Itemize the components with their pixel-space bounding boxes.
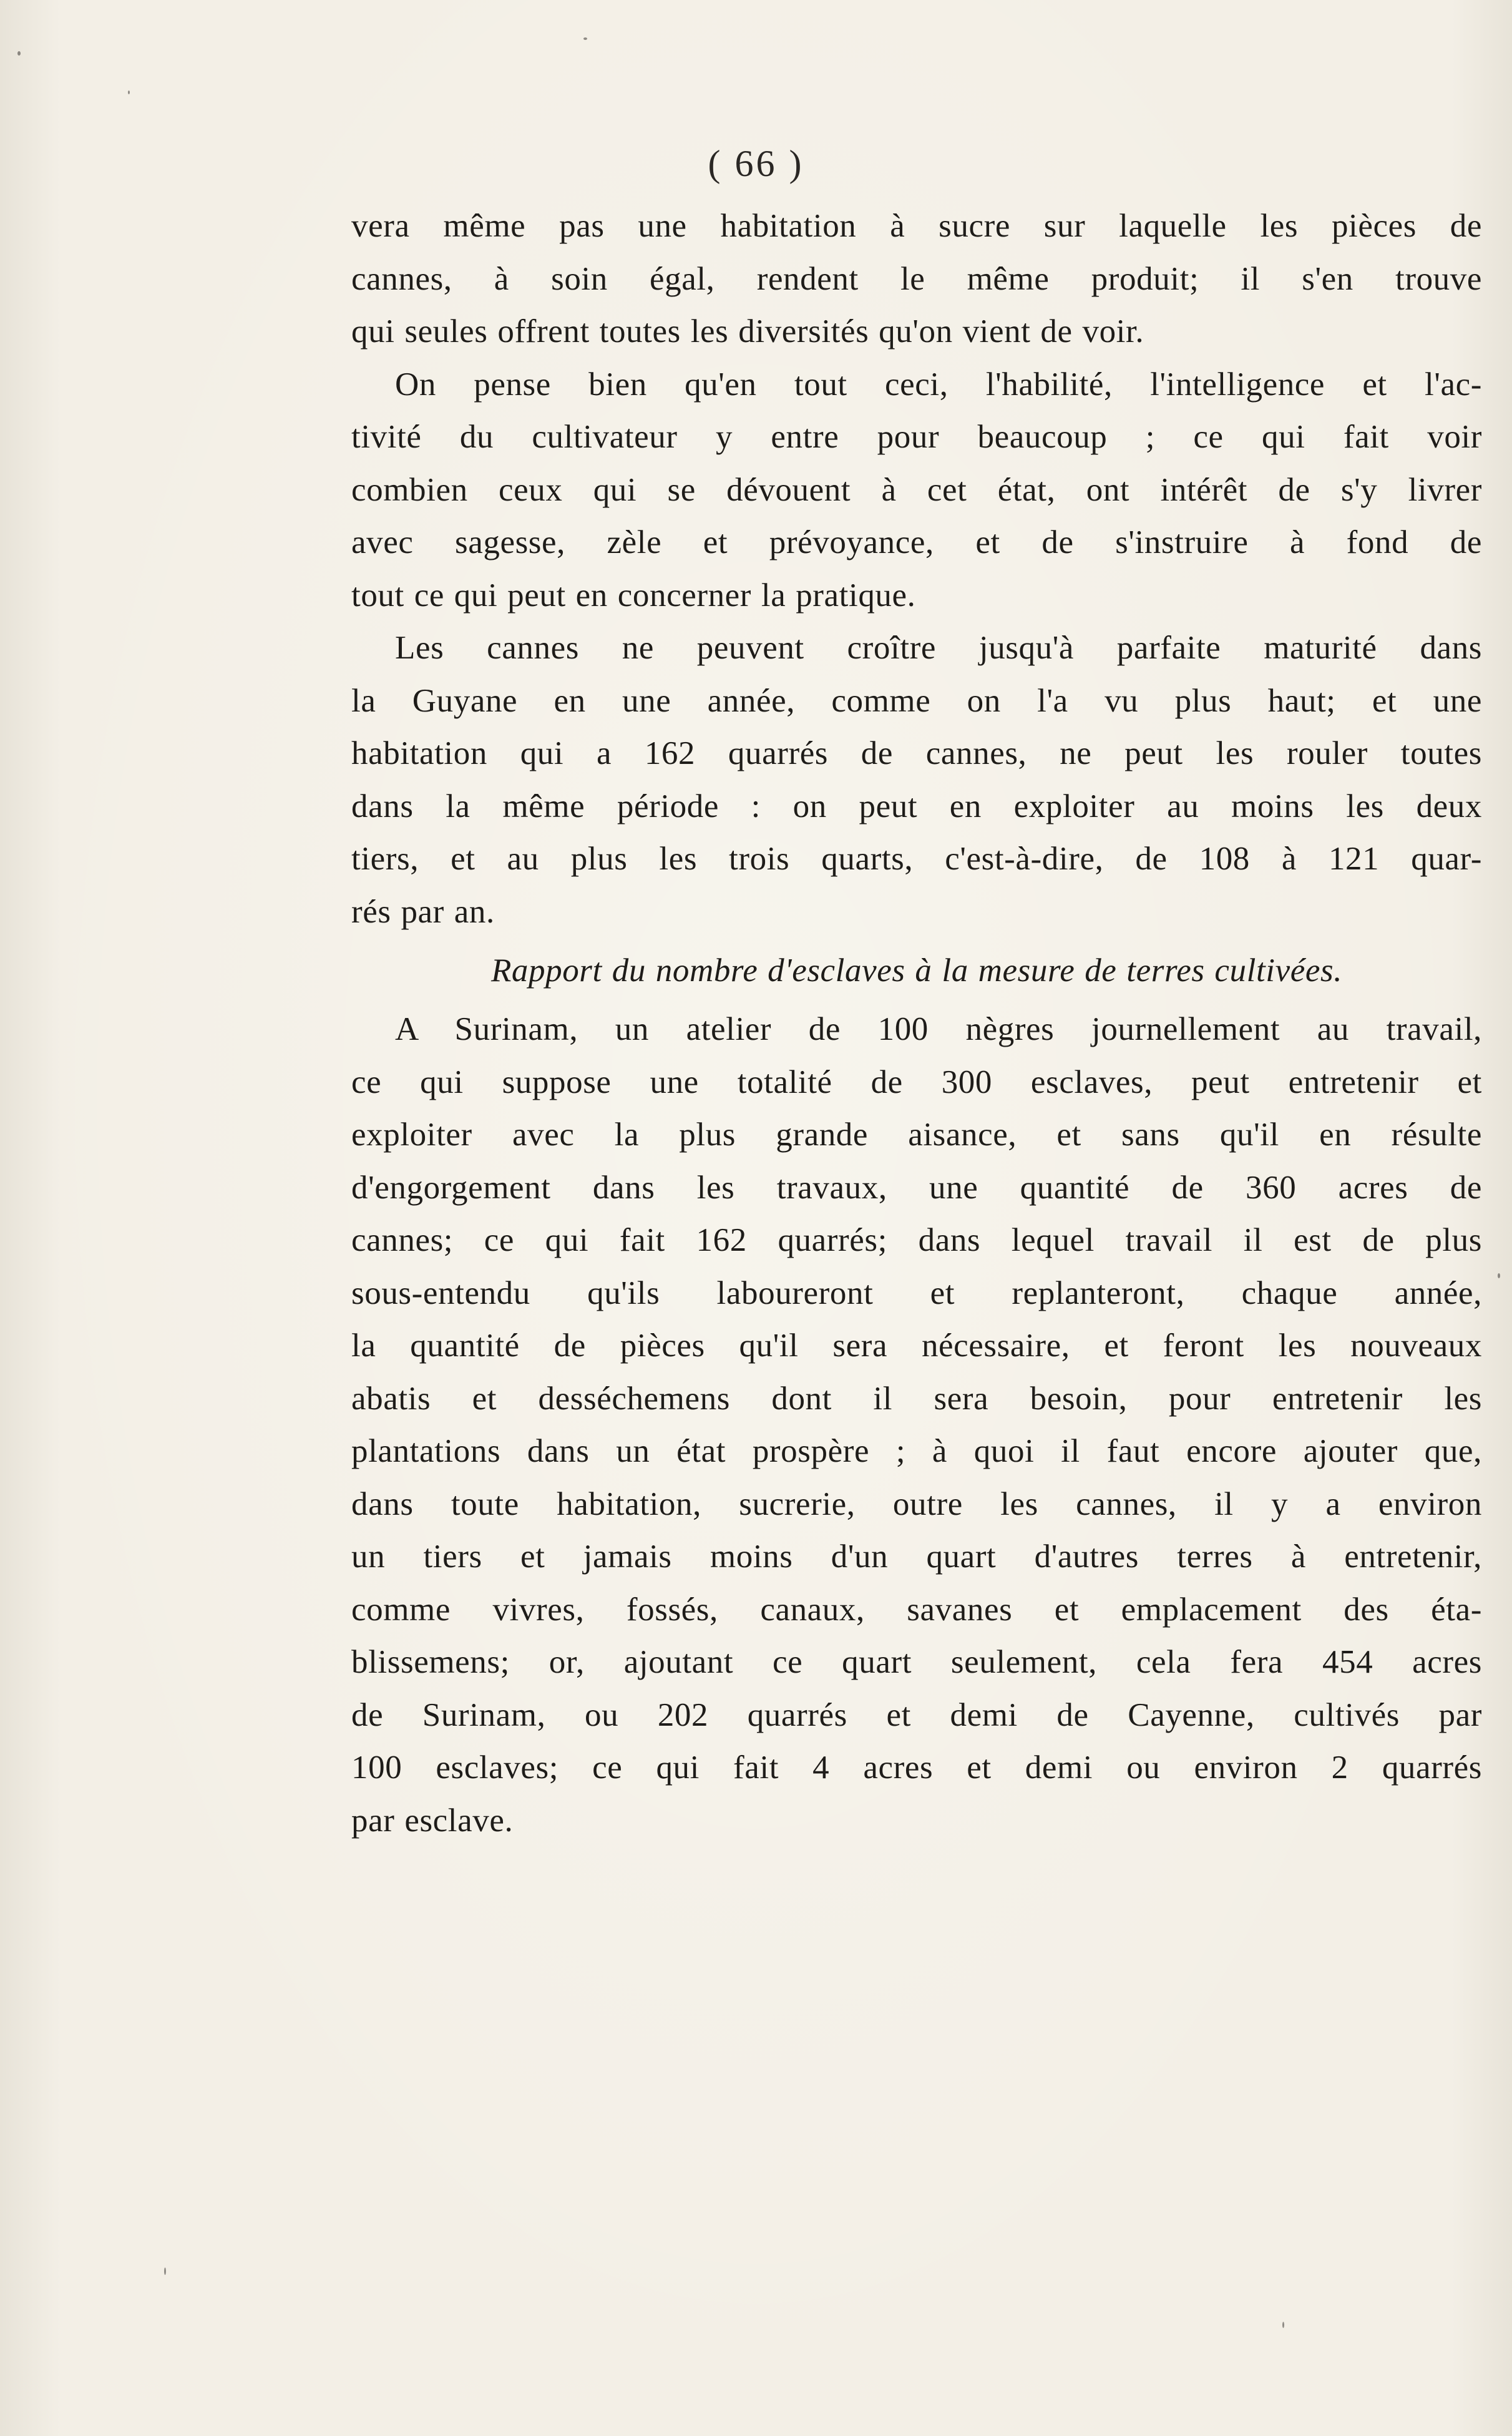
section-heading: Rapport du nombre d'esclaves à la mesure de terres cultivées. <box>490 952 1343 989</box>
text-line: ce qui suppose une totalité de 300 esclaves, peut entretenir et <box>351 1064 1482 1100</box>
text-line: habitation qui a 162 quarrés de cannes, ne peut les rouler toutes <box>351 735 1482 771</box>
text-line: rés par an. <box>351 893 495 930</box>
scan-speck <box>1282 2322 1284 2328</box>
text-line: On pense bien qu'en tout ceci, l'habilité, l'intelligence et l'ac- <box>395 366 1482 403</box>
text-line: la quantité de pièces qu'il sera nécessaire, et feront les nouveaux <box>351 1328 1482 1364</box>
scan-speck <box>583 37 587 40</box>
text-line: qui seules offrent toutes les diversités qu'on vient de voir. <box>351 313 1144 350</box>
text-line: cannes, à soin égal, rendent le même produit; il s'en trouve <box>351 260 1482 297</box>
text-line: cannes; ce qui fait 162 quarrés; dans lequel travail il est de plus <box>351 1222 1482 1258</box>
body-text <box>351 200 1482 1847</box>
text-line: dans la même période : on peut en exploiter au moins les deux <box>351 788 1482 824</box>
text-line: d'engorgement dans les travaux, une quantité de 360 acres de <box>351 1169 1482 1206</box>
scan-speck <box>1498 1273 1500 1278</box>
text-line: par esclave. <box>351 1802 514 1839</box>
text-line: la Guyane en une année, comme on l'a vu plus haut; et une <box>351 682 1482 719</box>
page-number: ( 66 ) <box>708 143 804 184</box>
text-line: un tiers et jamais moins d'un quart d'autres terres à entretenir, <box>351 1538 1482 1575</box>
text-line: A Surinam, un atelier de 100 nègres journellement au travail, <box>395 1011 1482 1047</box>
scan-speck <box>17 51 21 56</box>
text-line: tiers, et au plus les trois quarts, c'est-à-dire, de 108 à 121 quar- <box>351 841 1482 877</box>
text-line: tivité du cultivateur y entre pour beaucoup ; ce qui fait voir <box>351 419 1482 455</box>
text-line: abatis et desséchemens dont il sera besoin, pour entretenir les <box>351 1380 1482 1417</box>
text-line: Les cannes ne peuvent croître jusqu'à parfaite maturité dans <box>395 630 1482 666</box>
scan-speck <box>164 2267 166 2275</box>
text-line: vera même pas une habitation à sucre sur laquelle les pièces de <box>351 208 1482 244</box>
text-line: avec sagesse, zèle et prévoyance, et de s'instruire à fond de <box>351 524 1482 560</box>
text-line: comme vivres, fossés, canaux, savanes et emplacement des éta- <box>351 1591 1482 1628</box>
text-line: 100 esclaves; ce qui fait 4 acres et demi ou environ 2 quarrés <box>351 1749 1482 1786</box>
text-line: combien ceux qui se dévouent à cet état, ont intérêt de s'y livrer <box>351 471 1482 508</box>
text-line: blissemens; or, ajoutant ce quart seulement, cela fera 454 acres <box>351 1644 1482 1680</box>
text-line: tout ce qui peut en concerner la pratique. <box>351 577 916 614</box>
text-line: de Surinam, ou 202 quarrés et demi de Cayenne, cultivés par <box>351 1696 1482 1733</box>
scan-speck <box>128 90 130 94</box>
text-line: dans toute habitation, sucrerie, outre les cannes, il y a environ <box>351 1485 1482 1522</box>
text-line: exploiter avec la plus grande aisance, et sans qu'il en résulte <box>351 1117 1482 1153</box>
text-line: sous-entendu qu'ils laboureront et replanteront, chaque année, <box>351 1274 1482 1311</box>
text-line: plantations dans un état prospère ; à quoi il faut encore ajouter que, <box>351 1433 1482 1469</box>
